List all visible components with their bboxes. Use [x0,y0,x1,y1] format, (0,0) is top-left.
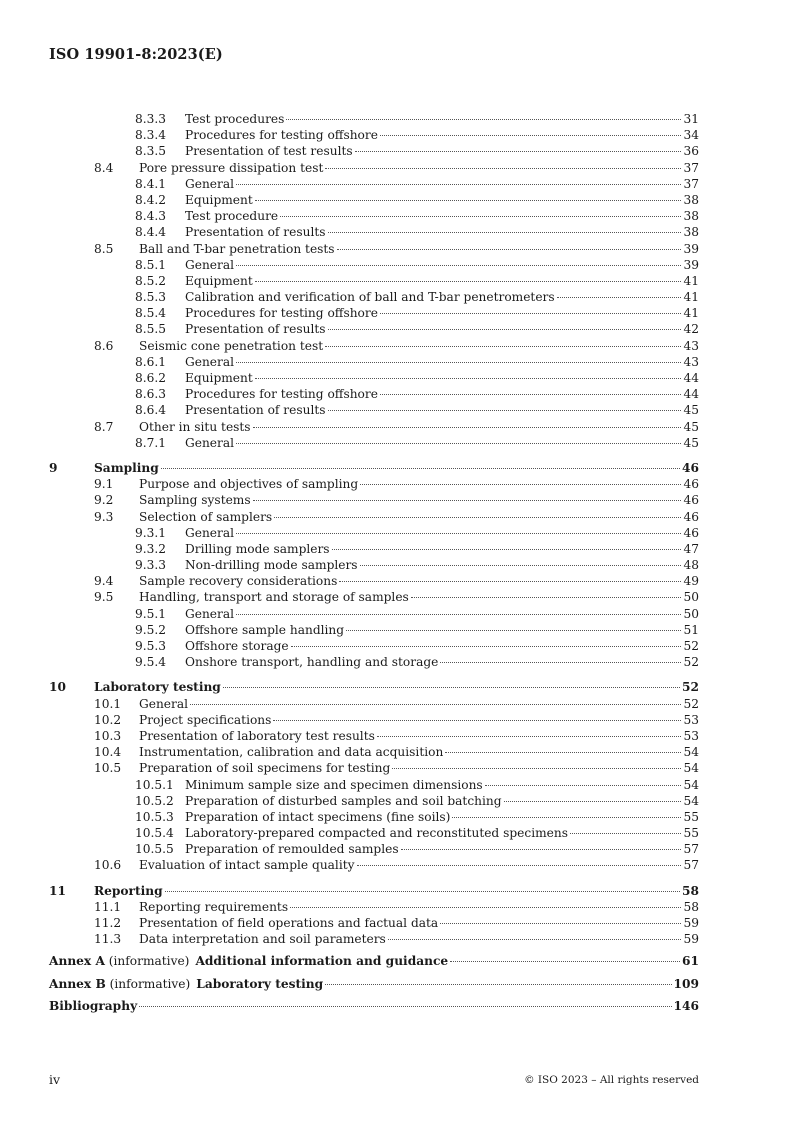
toc-dot-leader [440,662,681,663]
toc-entry-title: Test procedures [185,112,285,126]
annex-label: Annex B [49,976,106,991]
toc-entry-page: 48 [683,558,699,573]
toc-entry[interactable] [49,435,699,451]
toc-entry[interactable] [49,509,699,525]
toc-entry-number: 8.5.5 [135,322,167,337]
toc-entry-title: Procedures for testing offshore [185,306,378,321]
toc-entry[interactable] [49,857,699,873]
bibliography-page: 146 [673,998,699,1013]
toc-entry-page: 45 [683,419,699,434]
toc-entry[interactable] [49,257,699,273]
toc-entry-title: General [185,606,234,621]
toc-entry-number: 8.6.4 [135,403,167,418]
toc-dot-leader [570,833,682,834]
toc-entry-number: 9.4 [94,574,114,589]
toc-dot-leader [236,265,681,266]
toc-entry-page: 45 [683,403,699,418]
toc-dot-leader [253,500,682,501]
toc-entry[interactable] [49,841,699,857]
toc-dot-leader [236,533,681,534]
toc-entry-title: Preparation of remoulded samples [185,842,399,857]
toc-entry-title: Purpose and objectives of sampling [139,477,359,492]
toc-entry-title: Presentation of field operations and factual data [139,916,439,930]
toc-entry-number: 10.5.5 [135,842,174,857]
toc-entry-page: 49 [683,574,699,589]
document-id: ISO 19901-8:2023(E) [49,46,223,63]
toc-entry-number: 8.5.4 [135,306,167,321]
toc-dot-leader [557,297,682,298]
toc-entry-page: 46 [683,477,699,492]
toc-entry-page: 52 [683,696,699,711]
toc-entry[interactable] [49,883,699,899]
toc-entry[interactable] [49,541,699,557]
toc-dot-leader [380,313,682,314]
annex-kind: (informative) [108,954,190,969]
toc-dot-leader [236,443,681,444]
toc-entry-number: 8.6 [94,338,114,353]
toc-dot-leader [274,517,681,518]
toc-entry[interactable] [49,525,699,541]
toc-dot-leader [440,923,681,924]
toc-entry-page: 41 [683,273,699,288]
toc-dot-leader [223,687,680,688]
toc-entry-number: 10.4 [94,745,122,760]
toc-entry-title: Sampling [94,460,159,475]
toc-dot-leader [236,184,681,185]
toc-dot-leader [380,394,682,395]
toc-entry[interactable] [49,370,699,386]
toc-dot-leader [161,468,680,469]
toc-entry-page: 44 [683,387,699,402]
toc-entry-page: 58 [682,883,699,898]
toc-entry-page: 31 [683,112,699,126]
toc-dot-leader [328,410,682,411]
toc-entry-title: Drilling mode samplers [185,541,330,556]
toc-entry-number: 10 [49,680,66,695]
toc-entry-title: Equipment [185,371,253,385]
toc-dot-leader [273,720,681,721]
toc-entry-number: 8.5 [94,241,114,256]
toc-entry-title: Presentation of laboratory test results [139,728,375,743]
toc-dot-leader [337,249,682,250]
toc-entry-title: Data interpretation and soil parameters [139,932,386,947]
toc-entry[interactable] [49,760,699,776]
toc-entry-number: 10.5.3 [135,809,174,824]
toc-entry[interactable] [49,273,699,289]
toc-entry-number: 8.5.3 [135,290,167,305]
toc-entry-page: 38 [683,225,699,240]
toc-entry-page: 34 [683,128,699,143]
toc-entry-title: Presentation of test results [185,144,353,159]
toc-entry-page: 54 [683,745,699,760]
toc-entry-number: 8.6.3 [135,387,167,402]
toc-entry-page: 54 [683,761,699,776]
toc-entry-title: Instrumentation, calibration and data acquisition [139,745,444,760]
toc-entry[interactable] [49,728,699,744]
toc-entry[interactable] [49,654,699,670]
toc-entry-page: 52 [683,639,699,653]
toc-entry[interactable] [49,931,699,947]
toc-entry-number: 8.6.2 [135,371,167,385]
toc-entry-number: 9.3.2 [135,541,167,556]
toc-entry-title: Sampling systems [139,493,251,508]
toc-dot-leader [380,135,682,136]
toc-entry-page: 39 [683,241,699,256]
toc-entry-page: 42 [683,322,699,337]
toc-entry-number: 8.7 [94,419,114,434]
toc-entry-page: 53 [683,712,699,727]
toc-entry-title: Laboratory testing [94,680,221,695]
toc-entry-title: Pore pressure dissipation test [139,160,324,175]
toc-entry[interactable] [49,127,699,143]
toc-entry[interactable] [49,712,699,728]
toc-entry[interactable] [49,460,699,476]
toc-entry-number: 8.4.2 [135,192,167,207]
toc-entry-title: Selection of samplers [139,509,273,524]
toc-entry-page: 47 [683,541,699,556]
toc-entry-page: 38 [683,209,699,224]
copyright-notice: © ISO 2023 – All rights reserved [524,1074,699,1086]
toc-entry-page: 55 [683,809,699,824]
toc-entry-number: 10.5.4 [135,826,174,841]
toc-entry-page: 51 [683,622,699,637]
toc-entry[interactable] [49,354,699,370]
toc-entry-page: 37 [683,160,699,175]
toc-dot-leader [165,891,680,892]
annex-title: Additional information and guidance [195,954,449,969]
toc-entry-title: General [185,257,234,272]
toc-dot-leader [411,597,682,598]
annex-kind: (informative) [109,976,191,991]
toc-entry[interactable] [49,557,699,573]
toc-dot-leader [253,427,682,428]
toc-entry-title: Onshore transport, handling and storage [185,655,439,670]
toc-entry-number: 9.3.1 [135,525,167,540]
toc-entry-number: 8.4.4 [135,225,167,240]
toc-entry-title: Procedures for testing offshore [185,387,378,402]
toc-entry-title: Reporting [94,883,163,898]
toc-entry-page: 41 [683,290,699,305]
toc-entry[interactable] [49,143,699,159]
toc-entry-title: Preparation of soil specimens for testing [139,761,391,776]
toc-entry[interactable] [49,289,699,305]
toc-entry-page: 43 [683,338,699,353]
toc-entry[interactable] [49,386,699,402]
toc-entry-number: 9.5.3 [135,639,167,653]
toc-dot-leader [332,549,682,550]
toc-entry-number: 8.4.1 [135,176,167,191]
toc-entry-title: Ball and T-bar penetration tests [139,241,335,256]
toc-bibliography-entry[interactable] [49,998,699,1014]
toc-entry-number: 10.5 [94,761,122,776]
toc-entry-number: 10.6 [94,858,122,873]
table-of-contents [49,111,699,1014]
toc-dot-leader [190,704,681,705]
bibliography-title: Bibliography [49,998,138,1013]
toc-entry-number: 10.2 [94,712,122,727]
toc-entry-page: 59 [683,932,699,947]
toc-dot-leader [355,151,682,152]
toc-entry-number: 11.1 [94,899,122,914]
toc-entry-page: 37 [683,176,699,191]
toc-dot-leader [325,168,681,169]
toc-entry-title: General [185,354,234,369]
toc-entry-title: General [185,435,234,450]
toc-entry[interactable] [49,476,699,492]
toc-entry[interactable] [49,492,699,508]
toc-entry-page: 46 [683,525,699,540]
toc-entry-page: 46 [683,493,699,508]
toc-dot-leader [280,216,681,217]
toc-entry[interactable] [49,208,699,224]
toc-entry-number: 9.5.2 [135,622,167,637]
toc-entry-number: 9.1 [94,477,114,492]
toc-annex-entry[interactable] [49,976,699,992]
toc-entry-number: 9.5 [94,590,114,605]
toc-entry-page: 52 [682,680,699,695]
toc-entry[interactable] [49,696,699,712]
toc-entry-number: 9 [49,460,58,475]
page-number: iv [49,1072,61,1087]
toc-entry-page: 57 [683,858,699,873]
toc-entry[interactable] [49,606,699,622]
toc-entry[interactable] [49,777,699,793]
toc-entry-title: Preparation of disturbed samples and soil batching [185,793,502,808]
toc-entry[interactable] [49,338,699,354]
toc-dot-leader [445,752,681,753]
toc-entry-page: 50 [683,606,699,621]
toc-entry-page: 57 [683,842,699,857]
toc-entry-number: 9.3 [94,509,114,524]
toc-entry-title: Calibration and verification of ball and T-bar penetrometers [185,290,555,305]
toc-entry[interactable] [49,192,699,208]
toc-entry-number: 10.5.1 [135,777,174,792]
toc-dot-leader [328,329,682,330]
toc-dot-leader [357,865,682,866]
toc-entry-page: 55 [683,826,699,841]
toc-entry-page: 45 [683,435,699,450]
toc-entry-title: General [185,176,234,191]
toc-dot-leader [236,614,681,615]
toc-entry-page: 54 [683,793,699,808]
toc-entry-number: 8.4 [94,160,114,175]
toc-entry-number: 8.7.1 [135,435,167,450]
toc-entry-number: 11.3 [94,932,122,947]
toc-entry-title: Presentation of results [185,225,326,240]
toc-entry-page: 38 [683,192,699,207]
toc-entry-number: 8.4.3 [135,209,167,224]
toc-entry-number: 8.3.4 [135,128,167,143]
toc-entry-title: Procedures for testing offshore [185,128,378,143]
toc-entry-number: 11.2 [94,916,122,930]
toc-entry-title: Non-drilling mode samplers [185,558,358,573]
toc-entry-number: 8.3.3 [135,112,167,126]
annex-prefix [49,976,190,992]
toc-entry[interactable] [49,111,699,127]
toc-entry-title: Seismic cone penetration test [139,338,324,353]
toc-entry[interactable] [49,241,699,257]
toc-entry-title: Project specifications [139,712,272,727]
toc-dot-leader [291,646,682,647]
annex-title: Laboratory testing [196,976,324,991]
toc-dot-leader [328,232,682,233]
toc-entry-page: 54 [683,777,699,792]
toc-entry-page: 39 [683,257,699,272]
toc-entry-number: 9.5.4 [135,655,167,670]
toc-entry-number: 8.3.5 [135,144,167,159]
toc-dot-leader [388,939,682,940]
toc-entry[interactable] [49,589,699,605]
toc-entry-title: Preparation of intact specimens (fine soils) [185,809,451,824]
toc-entry-page: 53 [683,728,699,743]
toc-entry-page: 52 [683,655,699,670]
toc-entry-number: 9.2 [94,493,114,508]
toc-entry-title: Equipment [185,192,253,207]
toc-entry[interactable] [49,176,699,192]
toc-entry-number: 9.3.3 [135,558,167,573]
toc-dot-leader [360,484,681,485]
toc-entry-title: Laboratory-prepared compacted and reconstituted specimens [185,826,568,841]
toc-entry[interactable] [49,744,699,760]
toc-dot-leader [392,768,681,769]
toc-dot-leader [377,736,682,737]
toc-entry[interactable] [49,825,699,841]
toc-entry[interactable] [49,224,699,240]
toc-entry[interactable] [49,793,699,809]
toc-entry-number: 10.3 [94,728,122,743]
toc-dot-leader [450,961,680,962]
toc-dot-leader [286,119,681,120]
toc-entry-title: Evaluation of intact sample quality [139,858,355,873]
toc-entry-title: Offshore sample handling [185,622,345,637]
annex-label: Annex A [49,954,105,969]
toc-entry-title: Presentation of results [185,322,326,337]
toc-entry-number: 8.5.1 [135,257,167,272]
toc-entry-page: 46 [682,460,699,475]
toc-entry-title: Sample recovery considerations [139,574,338,589]
toc-entry[interactable] [49,899,699,915]
toc-dot-leader [255,378,682,379]
toc-entry[interactable] [49,305,699,321]
toc-entry-title: Handling, transport and storage of samples [139,590,409,605]
toc-annex-entry[interactable] [49,953,699,969]
toc-entry-title: Equipment [185,273,253,288]
toc-entry-page: 41 [683,306,699,321]
toc-entry-number: 9.5.1 [135,606,167,621]
toc-dot-leader [255,200,682,201]
toc-entry[interactable] [49,321,699,337]
annex-page: 109 [673,976,699,991]
toc-dot-leader [255,281,682,282]
toc-dot-leader [504,801,682,802]
toc-entry-title: Minimum sample size and specimen dimensions [185,777,483,792]
toc-dot-leader [346,630,681,631]
annex-page: 61 [682,954,699,969]
toc-entry[interactable] [49,160,699,176]
toc-entry-page: 43 [683,354,699,369]
toc-dot-leader [290,907,681,908]
toc-entry-page: 46 [683,509,699,524]
toc-entry[interactable] [49,573,699,589]
toc-entry-number: 10.1 [94,696,122,711]
toc-dot-leader [139,1006,671,1007]
toc-entry-page: 50 [683,590,699,605]
annex-prefix [49,953,189,969]
toc-entry-title: Presentation of results [185,403,326,418]
toc-entry-number: 10.5.2 [135,793,174,808]
toc-dot-leader [236,362,681,363]
toc-entry-page: 58 [683,899,699,914]
toc-dot-leader [325,346,681,347]
toc-entry-title: General [139,696,188,711]
toc-dot-leader [485,785,682,786]
toc-entry-page: 36 [683,144,699,159]
toc-entry[interactable] [49,809,699,825]
toc-dot-leader [339,581,681,582]
toc-dot-leader [452,817,681,818]
toc-entry-page: 44 [683,371,699,385]
toc-entry-number: 11 [49,883,66,898]
toc-entry[interactable] [49,638,699,654]
toc-entry[interactable] [49,915,699,931]
toc-entry-title: Other in situ tests [139,419,251,434]
toc-entry-title: General [185,525,234,540]
toc-entry[interactable] [49,679,699,695]
toc-entry-number: 8.5.2 [135,273,167,288]
toc-dot-leader [401,849,682,850]
toc-entry[interactable] [49,622,699,638]
toc-entry-title: Reporting requirements [139,899,289,914]
toc-entry-title: Offshore storage [185,639,289,653]
toc-entry-title: Test procedure [185,209,279,224]
toc-entry-number: 8.6.1 [135,354,167,369]
toc-entry[interactable] [49,402,699,418]
toc-entry-page: 59 [683,916,699,930]
toc-dot-leader [325,984,671,985]
toc-entry[interactable] [49,419,699,435]
toc-dot-leader [360,565,682,566]
